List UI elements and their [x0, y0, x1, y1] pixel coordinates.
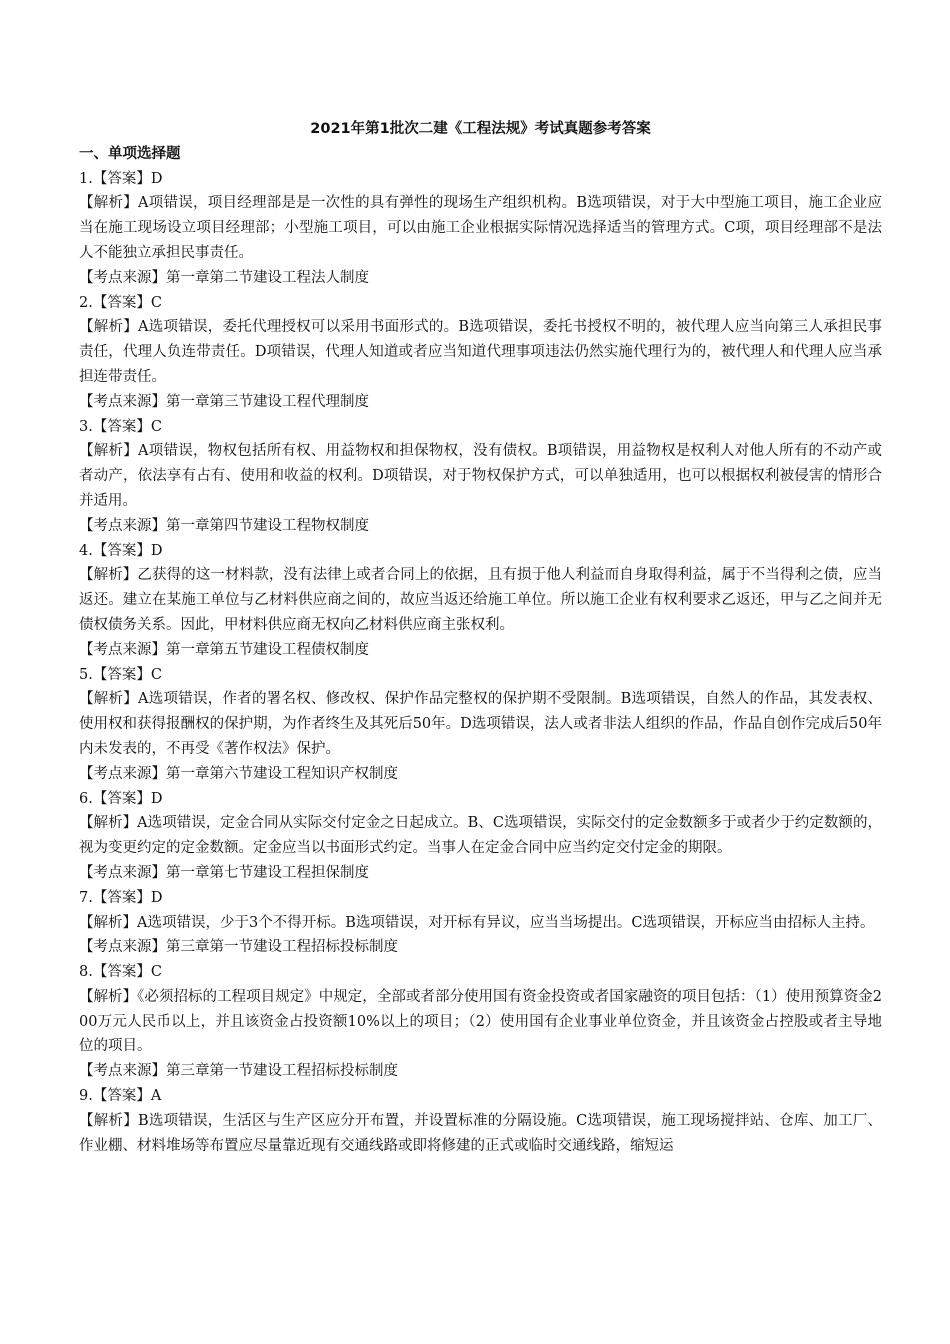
question-answer: 6.【答案】D	[79, 790, 163, 807]
document-title: 2021年第1批次二建《工程法规》考试真题参考答案	[310, 121, 651, 137]
question-analysis: 【解析】B选项错误，生活区与生产区应分开布置，并设置标准的分隔设施。C选项错误，施工现场搅拌站、仓库、加工厂、作业棚、材料堆场等布置应尽量靠近现有交通线路或即将修建的正式或临时交通线路，缩短运	[79, 1112, 882, 1154]
question-source: 【考点来源】第三章第一节建设工程招标投标制度	[79, 939, 398, 956]
section-heading: 一、单项选择题	[79, 145, 181, 162]
question-answer: 4.【答案】D	[79, 542, 163, 559]
question-analysis: 【解析】A项错误，项目经理部是是一次性的具有弹性的现场生产组织机构。B选项错误，对于大中型施工项目，施工企业应当在施工现场设立项目经理部；小型施工项目，可以由施工企业根据实际情况选择适当的管理方式。C项，项目经理部不是法人不能独立承担民事责任。	[79, 195, 882, 261]
question-answer: 8.【答案】C	[79, 964, 162, 981]
question-source: 【考点来源】第一章第五节建设工程债权制度	[79, 641, 369, 658]
question-analysis: 【解析】A选项错误，委托代理授权可以采用书面形式的。B选项错误，委托书授权不明的，被代理人应当向第三人承担民事责任，代理人负连带责任。D项错误，代理人知道或者应当知道代理事项违法仍然实施代理行为的，被代理人和代理人应当承担连带责任。	[79, 319, 882, 385]
question-answer: 3.【答案】C	[79, 418, 162, 435]
question-analysis: 【解析】《必须招标的工程项目规定》中规定，全部或者部分使用国有资金投资或者国家融资的项目包括：（1）使用预算资金200万元人民币以上，并且该资金占投资额10%以上的项目；（2）使用国有企业事业单位资金，并且该资金占控股或者主导地位的项目。	[79, 988, 882, 1055]
question-analysis: 【解析】A选项错误，少于3个不得开标。B选项错误，对开标有异议，应当当场提出。C选项错误，开标应当由招标人主持。	[79, 914, 875, 931]
question-source: 【考点来源】第一章第四节建设工程物权制度	[79, 517, 369, 534]
question-source: 【考点来源】第一章第三节建设工程代理制度	[79, 393, 369, 410]
question-answer: 1.【答案】D	[79, 170, 163, 187]
question-source: 【考点来源】第一章第七节建设工程担保制度	[79, 864, 369, 881]
question-source: 【考点来源】第一章第二节建设工程法人制度	[79, 269, 369, 286]
question-analysis: 【解析】A项错误，物权包括所有权、用益物权和担保物权，没有债权。B项错误，用益物权是权利人对他人所有的不动产或者动产，依法享有占有、使用和收益的权利。D项错误，对于物权保护方式，可以单独适用，也可以根据权利被侵害的情形合并适用。	[79, 443, 882, 509]
question-analysis: 【解析】乙获得的这一材料款，没有法律上或者合同上的依据，且有损于他人利益而自身取得利益，属于不当得利之债，应当返还。建立在某施工单位与乙材料供应商之间的，故应当返还给施工单位。所以施工企业有权利要求乙返还，甲与乙之间并无债权债务关系。因此，甲材料供应商无权向乙材料供应商主张权利。	[79, 567, 882, 633]
question-answer: 9.【答案】A	[79, 1088, 162, 1105]
question-answer: 7.【答案】D	[79, 889, 163, 906]
document-page	[79, 117, 882, 1158]
question-answer: 2.【答案】C	[79, 294, 162, 311]
question-analysis: 【解析】A选项错误，作者的署名权、修改权、保护作品完整权的保护期不受限制。B选项错误，自然人的作品，其发表权、使用权和获得报酬权的保护期，为作者终生及其死后50年。D选项错误，法人或者非法人组织的作品，作品自创作完成后50年内未发表的，不再受《著作权法》保护。	[79, 691, 882, 757]
question-analysis: 【解析】A选项错误，定金合同从实际交付定金之日起成立。B、C选项错误，实际交付的定金数额多于或者少于约定数额的，视为变更约定的定金数额。定金应当以书面形式约定。当事人在定金合同中应当约定交付定金的期限。	[79, 815, 882, 857]
question-source: 【考点来源】第一章第六节建设工程知识产权制度	[79, 765, 398, 782]
question-source: 【考点来源】第三章第一节建设工程招标投标制度	[79, 1063, 398, 1080]
question-answer: 5.【答案】C	[79, 666, 162, 683]
